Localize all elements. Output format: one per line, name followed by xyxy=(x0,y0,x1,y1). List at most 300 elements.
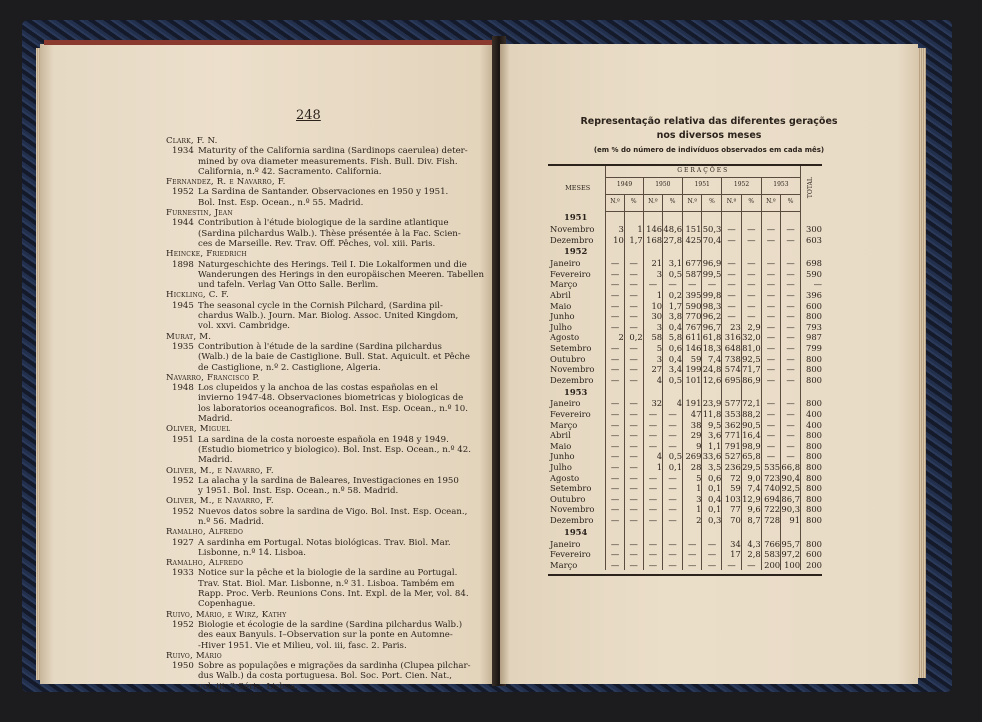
reference-year: 1952 xyxy=(172,187,194,198)
total-cell: 800 xyxy=(801,451,822,462)
table-cell: 574 xyxy=(722,364,741,375)
year-label: 1952 xyxy=(564,246,588,257)
table-cell: 168 xyxy=(643,235,662,246)
header-year: 1950 xyxy=(643,177,682,194)
reference-text: (Sardina pilchardus Walb.). Thèse présentée à la Fac. Scien- xyxy=(198,228,461,239)
reference-text: A sardinha em Portugal. Notas biológicas. Trav. Biol. Mar. xyxy=(198,537,451,548)
table-cell: — xyxy=(624,549,643,560)
total-cell: 396 xyxy=(801,290,822,301)
total-cell: 400 xyxy=(801,409,822,420)
empty-cell xyxy=(663,526,683,539)
table-cell: 146 xyxy=(643,224,662,235)
total-cell: 600 xyxy=(801,301,822,312)
generations-table-wrapper xyxy=(548,164,822,576)
table-cell: — xyxy=(781,398,801,409)
table-cell: 58 xyxy=(643,332,662,343)
table-cell: — xyxy=(624,504,643,515)
table-cell: — xyxy=(741,258,761,269)
reference-line xyxy=(166,579,521,589)
reference-entry xyxy=(166,332,521,373)
table-cell: — xyxy=(624,451,643,462)
reference-text: Bol. Inst. Esp. Ocean., n.º 55. Madrid. xyxy=(198,197,364,208)
reference-text: La alacha y la sardina de Baleares, Investigaciones en 1950 xyxy=(198,475,459,486)
table-row xyxy=(548,290,822,301)
table-cell: — xyxy=(781,258,801,269)
table-cell: — xyxy=(624,420,643,431)
table-cell: 3,4 xyxy=(663,364,683,375)
reference-line xyxy=(166,682,521,692)
empty-cell xyxy=(722,245,741,258)
empty-cell xyxy=(781,526,801,539)
table-row xyxy=(548,235,822,246)
table-cell: 353 xyxy=(722,409,741,420)
table-cell: 611 xyxy=(683,332,702,343)
table-cell: 34 xyxy=(722,539,741,550)
month-label: Outubro xyxy=(550,493,586,504)
table-cell: — xyxy=(606,398,624,409)
reference-year: 1944 xyxy=(172,218,194,229)
table-cell: 316 xyxy=(722,332,741,343)
table-cell: 3 xyxy=(643,354,662,365)
reference-author: Oliver, M., e Navarro, F. xyxy=(166,465,274,476)
table-cell: — xyxy=(624,430,643,441)
header-meses: MESES xyxy=(565,184,591,193)
empty-cell xyxy=(801,211,822,224)
table-cell: 2,9 xyxy=(741,322,761,333)
table-cell: 577 xyxy=(722,398,741,409)
table-cell: 23 xyxy=(722,322,741,333)
reference-text: Trav. Stat. Biol. Mar. Lisbonne, n.º 31. Lisboa. Também em xyxy=(198,578,455,589)
header-total: TOTAL xyxy=(801,165,822,211)
empty-cell xyxy=(643,385,662,398)
table-cell: — xyxy=(781,224,801,235)
month-label: Agosto xyxy=(550,472,580,483)
table-cell: — xyxy=(663,409,683,420)
year-row xyxy=(548,245,822,258)
table-cell: — xyxy=(781,354,801,365)
table-cell: — xyxy=(781,420,801,431)
table-cell: — xyxy=(606,409,624,420)
table-cell: 199 xyxy=(683,364,702,375)
header-geracoes: GERAÇÕES xyxy=(606,165,801,177)
table-cell: — xyxy=(781,451,801,462)
table-cell: 90,5 xyxy=(742,419,761,430)
table-cell: — xyxy=(606,430,624,441)
total-cell: 400 xyxy=(801,420,822,431)
table-cell: 771 xyxy=(722,430,741,441)
table-cell: 33,6 xyxy=(702,451,722,462)
page-number: 248 xyxy=(296,108,321,123)
table-cell: 70,4 xyxy=(702,234,722,245)
table-cell: 4 xyxy=(643,451,662,462)
month-label: Março xyxy=(550,279,578,290)
table-cell: — xyxy=(624,409,643,420)
reference-line xyxy=(166,301,521,311)
table-row xyxy=(548,375,822,386)
table-row xyxy=(548,560,822,571)
table-cell: 738 xyxy=(722,354,741,365)
reference-line xyxy=(166,455,521,465)
year-label: 1954 xyxy=(564,526,588,537)
table-cell: — xyxy=(761,420,780,431)
table-cell: — xyxy=(683,549,702,560)
table-cell: — xyxy=(683,539,702,550)
reference-line xyxy=(166,321,521,331)
month-label: Fevereiro xyxy=(550,268,591,279)
reference-line xyxy=(166,548,521,558)
table-cell: — xyxy=(663,549,683,560)
table-cell: 27,8 xyxy=(663,234,683,245)
table-cell: — xyxy=(606,269,624,280)
total-cell: 800 xyxy=(801,364,822,375)
total-cell: 800 xyxy=(801,494,822,505)
empty-cell xyxy=(663,245,683,258)
reference-line xyxy=(166,270,521,280)
table-cell: 90,3 xyxy=(781,504,801,515)
header-year: 1951 xyxy=(683,177,722,194)
table-cell: — xyxy=(606,420,624,431)
table-cell: 770 xyxy=(683,311,702,322)
table-cell: — xyxy=(702,560,722,571)
header-year: 1952 xyxy=(722,177,761,194)
table-cell: — xyxy=(624,462,643,473)
empty-cell xyxy=(781,570,801,575)
reference-text: Notice sur la pêche et la biologie de la sardine au Portugal. xyxy=(198,568,458,579)
table-cell: — xyxy=(606,483,624,494)
reference-line xyxy=(166,476,521,486)
table-cell: — xyxy=(781,279,801,290)
table-cell: 86,9 xyxy=(742,374,761,385)
table-cell: — xyxy=(761,398,780,409)
table-cell: 146 xyxy=(683,343,702,354)
table-cell: — xyxy=(761,311,780,322)
empty-cell xyxy=(683,526,702,539)
reference-text: ces de Marseille. Rev. Trav. Off. Pêches, vol. xiii. Paris. xyxy=(198,238,436,249)
table-cell: — xyxy=(761,269,780,280)
reference-line xyxy=(166,445,521,455)
reference-author: Oliver, Miguel xyxy=(166,424,231,435)
table-cell: — xyxy=(624,560,643,571)
total-cell: — xyxy=(801,279,822,290)
page-top-edge xyxy=(44,40,496,45)
empty-cell xyxy=(624,570,643,575)
reference-text: La sardina de la costa noroeste española en 1948 y 1949. xyxy=(198,434,449,445)
table-cell: — xyxy=(741,560,761,571)
reference-text: (Walb.) de la baie de Castiglione. Bull. Stat. Aquicult. et Pêche xyxy=(198,352,471,363)
table-row xyxy=(548,430,822,441)
table-cell: 10 xyxy=(606,235,624,246)
reference-line xyxy=(166,280,521,290)
table-cell: 24,8 xyxy=(702,364,722,375)
reference-line xyxy=(166,568,521,578)
reference-entry xyxy=(166,373,521,424)
table-cell: 1,7 xyxy=(663,301,683,312)
table-cell: — xyxy=(781,343,801,354)
table-cell: — xyxy=(761,364,780,375)
table-cell: 100 xyxy=(781,560,801,571)
table-cell: 70 xyxy=(722,515,741,526)
table-cell: 59 xyxy=(722,483,741,494)
empty-cell xyxy=(801,385,822,398)
table-cell: — xyxy=(781,311,801,322)
table-cell: — xyxy=(761,354,780,365)
table-cell: 66,8 xyxy=(781,461,801,472)
table-row xyxy=(548,473,822,484)
empty-cell xyxy=(741,526,761,539)
table-cell: — xyxy=(741,301,761,312)
table-cell: 3 xyxy=(643,322,662,333)
table-title-line2: nos diversos meses xyxy=(656,130,762,141)
header-count: N.º xyxy=(643,194,662,211)
table-cell: 99,5 xyxy=(702,268,722,279)
table-row xyxy=(548,258,822,269)
month-label: Novembro xyxy=(550,364,595,375)
table-cell: 92,5 xyxy=(781,483,801,494)
empty-cell xyxy=(761,211,780,224)
reference-text: Rapp. Proc. Verb. Reunions Cons. Int. Expl. de la Mer, vol. 84. xyxy=(198,589,469,600)
reference-text: dus Walb.) da costa portuguesa. Bol. Soc. Port. Cien. Nat., xyxy=(198,671,453,682)
table-cell: — xyxy=(781,430,801,441)
table-cell: — xyxy=(624,483,643,494)
reference-line xyxy=(166,167,521,177)
table-cell: 98,9 xyxy=(742,440,761,451)
reference-line xyxy=(166,363,521,373)
table-cell: — xyxy=(643,515,662,526)
table-cell: — xyxy=(606,560,624,571)
table-cell: — xyxy=(606,375,624,386)
table-cell: 12,9 xyxy=(742,493,761,504)
month-label: Dezembro xyxy=(550,514,594,525)
table-cell: — xyxy=(722,224,741,235)
table-cell: 362 xyxy=(722,420,741,431)
table-cell: — xyxy=(741,290,761,301)
table-cell: 11,8 xyxy=(702,409,722,419)
table-cell: — xyxy=(663,515,683,526)
table-cell: 0,1 xyxy=(702,483,722,494)
table-cell: 2 xyxy=(606,332,624,343)
table-cell: — xyxy=(761,258,780,269)
table-cell: — xyxy=(761,279,780,290)
table-cell: — xyxy=(606,504,624,515)
table-row xyxy=(548,441,822,452)
reference-text: Contribution à l'étude de la sardine (Sardina pilchardus xyxy=(198,341,442,352)
table-cell: — xyxy=(741,224,761,235)
header-percent: % xyxy=(663,194,683,211)
year-row xyxy=(548,211,822,224)
table-cell: 535 xyxy=(761,462,780,473)
reference-year: 1933 xyxy=(172,568,194,579)
table-cell: 10 xyxy=(643,301,662,312)
empty-cell xyxy=(741,385,761,398)
reference-text: Contribution à l'étude biologique de la sardine atlantique xyxy=(198,218,449,229)
table-cell: 766 xyxy=(761,539,780,550)
table-cell: 103 xyxy=(722,494,741,505)
table-row xyxy=(548,494,822,505)
table-cell: 99,8 xyxy=(702,290,722,301)
table-cell: 12,6 xyxy=(702,374,722,385)
table-cell: — xyxy=(663,430,683,441)
reference-text: Madrid. xyxy=(198,414,233,425)
total-cell: 800 xyxy=(801,311,822,322)
header-percent: % xyxy=(741,194,761,211)
reference-text: mined by ova diameter measurements. Fish. Bull. Div. Fish. xyxy=(198,156,458,167)
table-cell: — xyxy=(606,301,624,312)
table-cell: 0,1 xyxy=(663,462,683,473)
year-label: 1953 xyxy=(564,386,588,397)
header-count: N.º xyxy=(606,194,624,211)
table-cell: 3 xyxy=(643,269,662,280)
table-cell: 16,4 xyxy=(742,430,761,441)
table-cell: 587 xyxy=(683,269,702,280)
reference-author: Ramalho, Alfredo xyxy=(166,527,244,538)
table-cell: — xyxy=(781,441,801,452)
table-cell: — xyxy=(663,539,683,550)
table-cell: 28 xyxy=(683,462,702,473)
table-cell: — xyxy=(741,269,761,280)
table-cell: 47 xyxy=(683,409,702,420)
table-cell: 694 xyxy=(761,494,780,505)
reference-line xyxy=(166,507,521,517)
month-label: Março xyxy=(550,419,578,430)
table-cell: 3,6 xyxy=(702,430,722,441)
reference-text: des eaux Banyuls. I–Observation sur la ponte en Automne- xyxy=(198,630,453,641)
month-label: Fevereiro xyxy=(550,549,591,560)
table-cell: — xyxy=(606,258,624,269)
reference-author: Furnestin, Jean xyxy=(166,208,233,219)
empty-cell xyxy=(663,211,683,224)
reference-entry xyxy=(166,527,521,558)
left-page xyxy=(40,44,498,692)
reference-line xyxy=(166,671,521,681)
table-cell: 648 xyxy=(722,343,741,354)
empty-cell xyxy=(606,526,624,539)
table-cell: — xyxy=(722,311,741,322)
reference-line xyxy=(166,599,521,609)
reference-text: Biologie et écologie de la sardine (Sardina pilchardus Walb.) xyxy=(198,619,463,630)
empty-cell xyxy=(722,385,741,398)
table-cell: — xyxy=(663,504,683,515)
table-cell: — xyxy=(624,398,643,409)
month-label: Agosto xyxy=(550,332,580,343)
table-cell: — xyxy=(624,364,643,375)
empty-cell xyxy=(606,211,624,224)
table-cell: 59 xyxy=(683,354,702,365)
table-cell: — xyxy=(606,462,624,473)
reference-line xyxy=(166,383,521,393)
empty-cell xyxy=(606,245,624,258)
table-cell: 728 xyxy=(761,515,780,526)
table-cell: 395 xyxy=(683,290,702,301)
table-row xyxy=(548,462,822,473)
table-cell: — xyxy=(624,343,643,354)
reference-text: Sobre as populações e migrações da sardinha (Clupea pilchar- xyxy=(198,661,471,672)
reference-line xyxy=(166,486,521,496)
reference-text: La Sardina de Santander. Observaciones en 1950 y 1951. xyxy=(198,187,449,198)
table-row xyxy=(548,269,822,280)
table-cell: — xyxy=(741,279,761,290)
table-cell: 98,3 xyxy=(702,300,722,311)
table-cell: — xyxy=(624,539,643,550)
table-cell: 95,7 xyxy=(781,538,801,549)
table-cell: 8,7 xyxy=(741,515,761,526)
table-title: Representação relativa das diferentes gerações xyxy=(580,116,838,127)
reference-entry xyxy=(166,424,521,465)
table-cell: 18,3 xyxy=(702,343,722,354)
reference-text: vol. iii, 2 Série. Lisboa. xyxy=(198,681,298,692)
reference-text: (Estudio biometrico y biologico). Bol. Inst. Esp. Ocean., n.º 42. xyxy=(198,444,471,455)
reference-text: vol. xxvi. Cambridge. xyxy=(198,321,291,332)
table-cell: — xyxy=(663,441,683,452)
year-row xyxy=(548,526,822,539)
month-label: Outubro xyxy=(550,353,586,364)
table-cell: 7,4 xyxy=(741,483,761,494)
table-cell: 677 xyxy=(683,258,702,269)
table-row xyxy=(548,539,822,550)
reference-entry xyxy=(166,177,521,208)
empty-cell xyxy=(722,570,741,575)
reference-author: Navarro, Francisco P. xyxy=(166,372,260,383)
reference-author: Ruivo, Mário, e Wirz, Kathy xyxy=(166,609,287,620)
table-cell: — xyxy=(606,364,624,375)
table-cell: — xyxy=(781,364,801,375)
table-cell: 0,2 xyxy=(663,290,683,301)
table-cell: 3,5 xyxy=(702,462,722,473)
table-cell: — xyxy=(624,473,643,484)
table-row xyxy=(548,398,822,409)
table-cell: — xyxy=(781,332,801,343)
empty-cell xyxy=(801,526,822,539)
table-cell: 200 xyxy=(761,560,780,571)
table-cell: 88,2 xyxy=(742,409,761,419)
table-cell: 72 xyxy=(722,473,741,484)
table-cell: 527 xyxy=(722,451,741,462)
table-cell: 0,4 xyxy=(702,494,722,505)
total-cell: 799 xyxy=(801,343,822,354)
total-cell: 800 xyxy=(801,398,822,409)
table-cell: 0,5 xyxy=(663,269,683,280)
table-cell: — xyxy=(761,343,780,354)
table-cell: 23,9 xyxy=(702,398,722,409)
table-cell: 21 xyxy=(643,258,662,269)
total-cell: 603 xyxy=(801,235,822,246)
empty-cell xyxy=(702,211,722,224)
table-cell: — xyxy=(606,515,624,526)
table-cell: — xyxy=(663,420,683,431)
header-year: 1949 xyxy=(606,177,643,194)
table-cell: 77 xyxy=(722,504,741,515)
table-cell: 3,8 xyxy=(663,311,683,322)
table-cell: — xyxy=(606,539,624,550)
table-cell: — xyxy=(761,375,780,386)
empty-cell xyxy=(722,211,741,224)
table-cell: — xyxy=(761,224,780,235)
table-cell: — xyxy=(606,290,624,301)
table-cell: 151 xyxy=(683,224,702,235)
table-cell: — xyxy=(606,441,624,452)
empty-cell xyxy=(761,385,780,398)
table-cell: 1 xyxy=(643,290,662,301)
table-cell: 1 xyxy=(683,483,702,494)
header-year: 1953 xyxy=(761,177,800,194)
empty-cell xyxy=(722,526,741,539)
month-label: Novembro xyxy=(550,504,595,515)
table-cell: — xyxy=(606,279,624,290)
reference-text: Naturgeschichte des Herings. Teil I. Die Lokalformen und die xyxy=(198,259,467,270)
total-cell: 800 xyxy=(801,515,822,526)
table-cell: — xyxy=(643,409,662,420)
table-cell: 7,4 xyxy=(702,354,722,365)
table-cell: 9,0 xyxy=(741,473,761,484)
